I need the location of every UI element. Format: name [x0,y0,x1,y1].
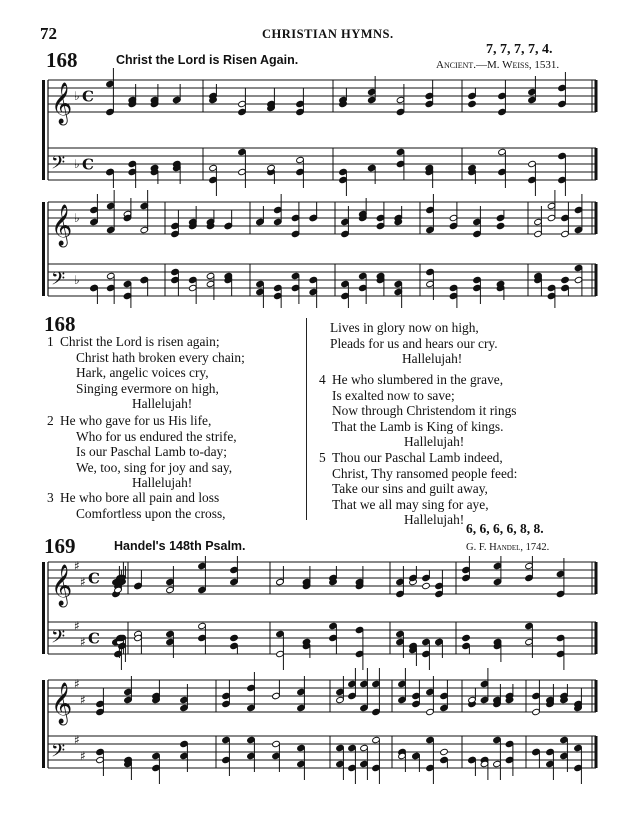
treble-clef: 𝄞 [51,565,73,606]
verse-line: We, too, sing for joy and say, [76,459,233,475]
treble-clef: 𝄞 [51,205,73,246]
refrain: Hallelujah! [402,351,463,367]
refrain: Hallelujah! [404,434,465,450]
system-brace [42,562,45,654]
key-signature: ♯ [80,693,86,707]
key-signature: ♯ [74,677,80,691]
verse-number: 5 [319,450,326,465]
system-brace [42,680,45,768]
verse-line: Take our sins and guilt away, [332,481,488,497]
system-brace [42,202,45,296]
running-title: CHRISTIAN HYMNS. [262,27,394,41]
hymn-168-meter: 7, 7, 7, 7, 4. [486,42,553,57]
key-signature: ♭ [74,211,80,225]
verse-4 [319,372,517,450]
verse-number: 4 [319,372,326,387]
bass-clef: 𝄢 [51,627,66,652]
hymn-168-source: Ancient.—M. Weiss, 1531. [436,59,560,71]
verse-line: Who for us endured the strife, [76,428,237,444]
time-signature: C [88,629,100,648]
verse-number: 3 [47,490,54,505]
verse-line: That the Lamb is King of kings. [332,418,504,434]
bass-clef: 𝄢 [51,269,66,294]
note-head [422,582,431,589]
hymn-168-title: Christ the Lord is Risen Again. [116,53,299,67]
key-signature: ♭ [74,89,80,103]
verse-line: Is exalted now to save; [332,387,455,403]
verse-line: Pleads for us and hears our cry. [330,335,498,351]
key-signature: ♯ [74,733,80,747]
time-signature: C [82,155,94,174]
verse-line: Christ hath broken every chain; [76,349,245,365]
treble-clef: 𝄞 [51,683,73,724]
key-signature: ♭ [74,157,80,171]
verse-line: Lives in glory now on high, [330,320,479,335]
verse-line: Thou our Paschal Lamb indeed, [332,450,503,465]
refrain: Hallelujah! [132,396,193,412]
verse-5 [319,450,518,528]
verse-line: Christ the Lord is risen again; [60,334,220,349]
time-signature: C [82,87,94,106]
column-divider [306,318,307,520]
bass-clef: 𝄢 [51,741,66,766]
verse-line: Comfortless upon the cross, [76,505,226,521]
verse-line: He who gave for us His life, [60,413,212,428]
verse-2 [47,413,237,491]
verse-3-continued [330,320,498,367]
key-signature: ♭ [74,273,80,287]
note-head [440,748,449,755]
hymn-169-score [0,556,640,796]
verse-line: Is our Paschal Lamb to-day; [76,444,227,460]
key-signature: ♯ [80,749,86,763]
verse-line: He who slumbered in the grave, [332,372,504,387]
verse-number: 1 [47,334,54,349]
system-brace [42,80,45,180]
hymn-168-score [0,68,640,308]
key-signature: ♯ [74,559,80,573]
hymn-169-meter: 6, 6, 6, 6, 8, 8. [466,521,544,536]
key-signature: ♯ [74,619,80,633]
note-head [230,634,239,641]
note-head [561,276,570,283]
refrain: Hallelujah! [132,475,193,491]
hymn-168-number: 168 [46,48,78,72]
verse-1 [47,334,245,412]
refrain: Hallelujah! [404,512,465,528]
note-head [462,634,471,641]
hymn-169-number: 169 [44,534,76,558]
key-signature: ♯ [80,575,86,589]
verse-line: He who bore all pain and loss [60,490,220,505]
text-168-number: 168 [44,312,76,336]
key-signature: ♯ [80,635,86,649]
treble-clef: 𝄞 [51,83,73,124]
bass-clef: 𝄢 [51,153,66,178]
verse-line: Singing evermore on high, [76,380,219,396]
verse-number: 2 [47,413,54,428]
time-signature: C [88,569,100,588]
verse-3 [47,490,226,521]
hymn-169-title: Handel's 148th Psalm. [114,539,246,553]
note-head [496,222,505,229]
verse-line: Christ, Thy ransomed people feed: [332,465,518,481]
verse-line: Hark, angelic voices cry, [76,365,209,381]
verse-line: That we all may sing for aye, [332,496,489,512]
verse-line: Now through Christendom it rings [332,403,517,419]
page-number: 72 [40,24,57,43]
note-head [468,100,477,107]
hymn-169-source: G. F. Handel, 1742. [466,542,550,553]
